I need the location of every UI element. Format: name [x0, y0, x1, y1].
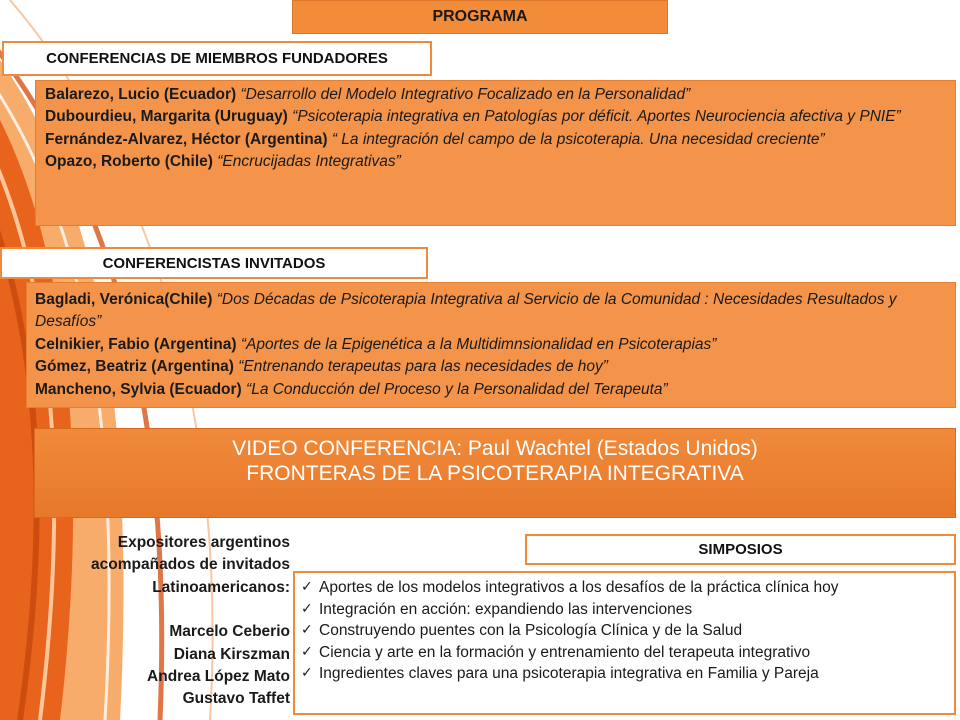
video-conference-banner — [34, 428, 956, 518]
founder-entry — [45, 84, 947, 106]
founders-panel — [35, 80, 956, 226]
argentine-heading-line: acompañados de invitados — [91, 556, 290, 574]
founder-entry — [45, 151, 947, 173]
speaker-name: Opazo, Roberto (Chile) — [45, 153, 213, 171]
symposium-item — [301, 663, 950, 685]
symposia-list — [293, 571, 956, 715]
invited-entry — [35, 334, 947, 356]
talk-title: “Psicoterapia integrativa en Patologías por déficit. Aportes Neurociencia afectiva y PNIE” — [292, 108, 901, 126]
speaker-name: Balarezo, Lucio (Ecuador) — [45, 86, 237, 103]
talk-title: “Encrucijadas Integrativas” — [217, 153, 401, 171]
argentine-heading-line: Expositores argentinos — [117, 534, 290, 551]
checkmark-icon: ✓ — [301, 665, 313, 681]
symposia-label: SIMPOSIOS — [525, 534, 956, 565]
checkmark-icon: ✓ — [301, 600, 313, 617]
talk-title: “ La integración del campo de la psicoterapia. Una necesidad creciente” — [331, 130, 825, 148]
argentine-speaker: Diana Kirszman — [173, 645, 290, 663]
program-title: PROGRAMA — [292, 0, 668, 34]
speaker-name: Celnikier, Fabio (Argentina) — [35, 335, 237, 353]
invited-entry — [35, 356, 947, 378]
argentine-speaker: Andrea López Mato — [147, 668, 290, 686]
founder-entry — [45, 106, 947, 128]
talk-title: “La Conducción del Proceso y la Personalidad del Terapeuta” — [246, 380, 668, 398]
symposium-item — [301, 642, 950, 664]
symposium-item — [301, 599, 950, 621]
invited-panel — [26, 282, 956, 408]
speaker-name: Bagladi, Verónica(Chile) — [35, 291, 213, 308]
founder-entry — [45, 129, 947, 151]
video-conference-subtitle: FRONTERAS DE LA PSICOTERAPIA INTEGRATIVA — [246, 462, 744, 485]
argentine-heading-line: Latinoamericanos: — [152, 578, 290, 596]
speaker-name: Gómez, Beatriz (Argentina) — [35, 358, 234, 376]
invited-entry — [35, 289, 947, 334]
argentine-speakers-block — [20, 532, 290, 720]
invited-section-label: CONFERENCISTAS INVITADOS — [0, 247, 428, 279]
argentine-speaker: Gustavo Taffet — [182, 690, 290, 708]
speaker-name: Fernández-Alvarez, Héctor (Argentina) — [45, 130, 328, 148]
symposium-text: Aportes de los modelos integrativos a los desafíos de la práctica clínica hoy — [319, 579, 839, 596]
video-conference-title: VIDEO CONFERENCIA: Paul Wachtel (Estados Unidos) — [232, 437, 758, 460]
talk-title: “Dos Décadas de Psicoterapia Integrativa al Servicio de la Comunidad : Necesidades Resultados y Desafíos” — [35, 291, 897, 331]
checkmark-icon: ✓ — [301, 579, 313, 595]
symposium-item — [301, 620, 950, 642]
spacer — [20, 599, 290, 621]
symposium-text: Ingredientes claves para una psicoterapia integrativa en Familia y Pareja — [319, 665, 819, 682]
symposium-text: Integración en acción: expandiendo las intervenciones — [319, 600, 693, 618]
checkmark-icon: ✓ — [301, 643, 313, 660]
checkmark-icon: ✓ — [301, 622, 313, 638]
speaker-name: Dubourdieu, Margarita (Uruguay) — [45, 108, 288, 126]
symposium-item — [301, 577, 950, 599]
argentine-speaker: Marcelo Ceberio — [169, 623, 290, 641]
founders-section-label: CONFERENCIAS DE MIEMBROS FUNDADORES — [2, 41, 432, 76]
speaker-name: Mancheno, Sylvia (Ecuador) — [35, 380, 242, 398]
talk-title: “Desarrollo del Modelo Integrativo Focalizado en la Personalidad” — [240, 86, 691, 103]
invited-entry — [35, 379, 947, 401]
talk-title: “Entrenando terapeutas para las necesidades de hoy” — [238, 358, 608, 376]
symposium-text: Ciencia y arte en la formación y entrenamiento del terapeuta integrativo — [319, 643, 811, 661]
talk-title: “Aportes de la Epigenética a la Multidimnsionalidad en Psicoterapias” — [240, 335, 717, 353]
symposium-text: Construyendo puentes con la Psicología Clínica y de la Salud — [319, 622, 743, 639]
